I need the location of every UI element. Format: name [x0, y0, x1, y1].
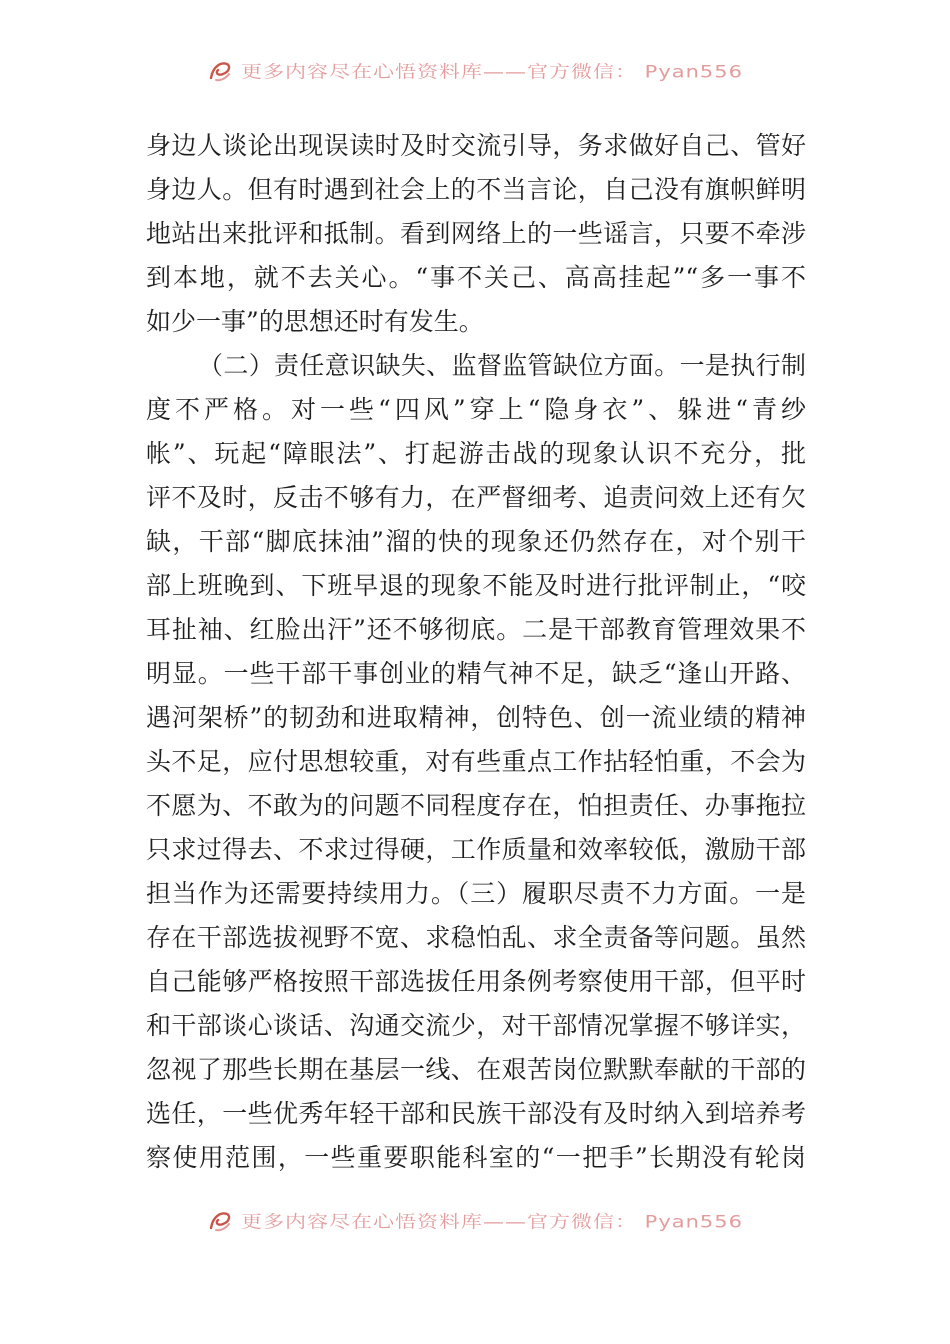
text-line: 不愿为、不敢为的问题不同程度存在，怕担责任、办事拖拉	[146, 791, 806, 820]
document-body	[146, 124, 806, 1180]
text-line: 只求过得去、不求过得硬，工作质量和效率较低，激励干部	[146, 835, 806, 864]
text-line: 部上班晚到、下班早退的现象不能及时进行批评制止，“咬	[146, 571, 806, 600]
text-line: 度不严格。对一些“四风”穿上“隐身衣”、躲进“青纱	[146, 395, 806, 424]
text-line: 身边人谈论出现误读时及时交流引导，务求做好自己、管好	[146, 131, 806, 160]
text-line: 选任，一些优秀年轻干部和民族干部没有及时纳入到培养考	[146, 1099, 806, 1128]
text-line: （二）责任意识缺失、监督监管缺位方面。一是执行制	[198, 351, 806, 380]
text-line: 评不及时，反击不够有力，在严督细考、追责问效上还有欠	[146, 483, 806, 512]
header-watermark	[0, 54, 950, 88]
text-line: 忽视了那些长期在基层一线、在艰苦岗位默默奉献的干部的	[146, 1055, 806, 1084]
text-line: 担当作为还需要持续用力。（三）履职尽责不力方面。一是	[146, 879, 806, 908]
watermark-group	[207, 56, 743, 86]
text-line: 察使用范围，一些重要职能科室的“一把手”长期没有轮岗	[146, 1143, 806, 1172]
text-line: 地站出来批评和抵制。看到网络上的一些谣言，只要不牵涉	[146, 219, 806, 248]
watermark-group	[207, 1206, 743, 1236]
text-line: 自己能够严格按照干部选拔任用条例考察使用干部，但平时	[146, 967, 806, 996]
text-line: 存在干部选拔视野不宽、求稳怕乱、求全责备等问题。虽然	[146, 923, 806, 952]
watermark-logo-icon	[207, 58, 233, 84]
text-line: 缺，干部“脚底抹油”溜的快的现象还仍然存在，对个别干	[146, 527, 806, 556]
watermark-logo-icon	[207, 1208, 233, 1234]
watermark-text: 更多内容尽在心悟资料库——官方微信： Pyan556	[240, 1212, 744, 1232]
text-line: 和干部谈心谈话、沟通交流少，对干部情况掌握不够详实，	[146, 1011, 806, 1040]
text-line: 身边人。但有时遇到社会上的不当言论，自己没有旗帜鲜明	[146, 175, 806, 204]
text-line: 耳扯袖、红脸出汗”还不够彻底。二是干部教育管理效果不	[146, 615, 806, 644]
text-line: 明显。一些干部干事创业的精气神不足，缺乏“逢山开路、	[146, 659, 806, 688]
text-line: 到本地，就不去关心。“事不关己、高高挂起”“多一事不	[146, 263, 806, 292]
watermark-text: 更多内容尽在心悟资料库——官方微信： Pyan556	[240, 62, 744, 82]
text-line: 头不足，应付思想较重，对有些重点工作拈轻怕重，不会为	[146, 747, 806, 776]
text-line: 帐”、玩起“障眼法”、打起游击战的现象认识不充分，批	[146, 439, 806, 468]
text-line: 如少一事”的思想还时有发生。	[146, 307, 484, 336]
footer-watermark	[0, 1204, 950, 1238]
text-line: 遇河架桥”的韧劲和进取精神，创特色、创一流业绩的精神	[146, 703, 806, 732]
